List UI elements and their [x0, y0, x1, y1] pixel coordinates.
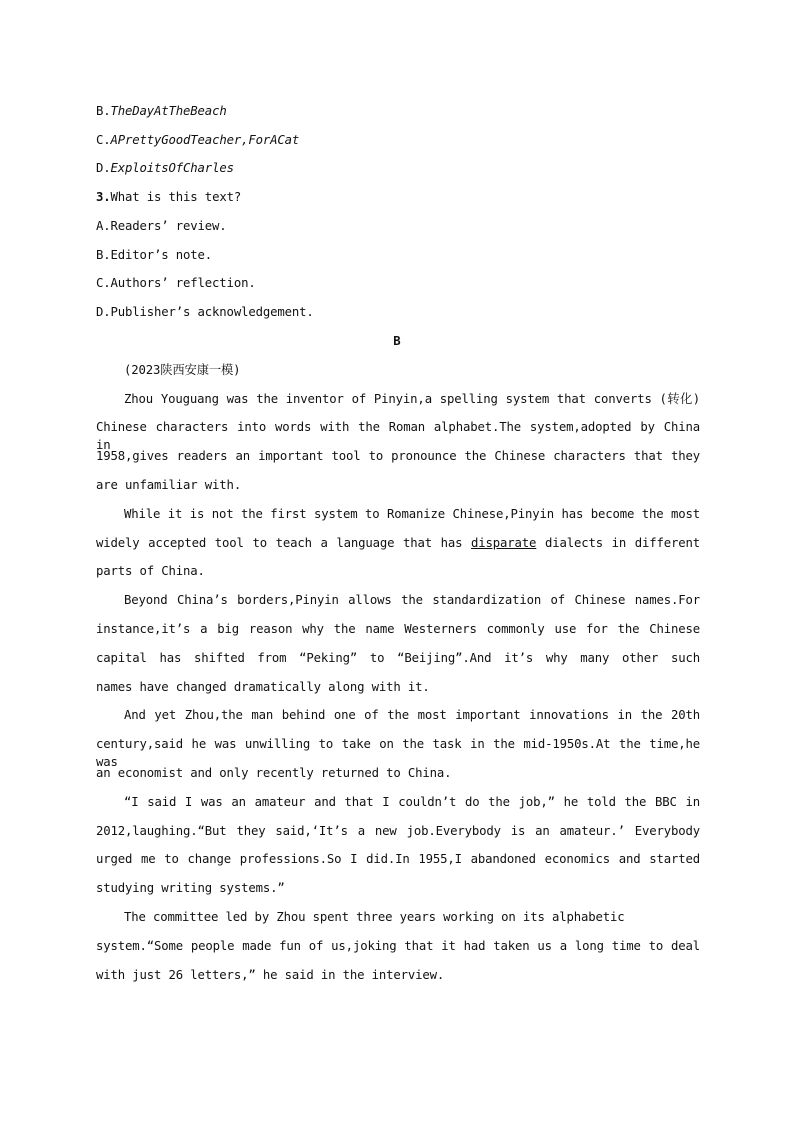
paragraph-3-line: Beyond China’s borders,Pinyin allows the standardization of Chinese names.For	[124, 593, 700, 607]
option-2d	[96, 159, 700, 177]
option-3d: D.Publisher’s acknowledgement.	[96, 305, 314, 319]
paragraph-5-line: urged me to change professions.So I did.In 1955,I abandoned economics and started	[96, 852, 700, 866]
paragraph-5-line: 2012,laughing.“But they said,‘It’s a new job.Everybody is an amateur.’ Everybody	[96, 824, 700, 838]
option-label: C.	[96, 133, 111, 147]
question-number: 3.	[96, 190, 111, 204]
option-text: ExploitsOfCharles	[110, 161, 234, 175]
paragraph-4-line: an economist and only recently returned to China.	[96, 766, 452, 780]
paragraph-6-line: The committee led by Zhou spent three years working on its alphabetic	[124, 910, 625, 924]
source-note: (2023陕西安康一模)	[124, 363, 241, 377]
option-2b	[96, 102, 700, 120]
question-text: What is this text?	[110, 190, 242, 204]
option-text: APrettyGoodTeacher,ForACat	[110, 133, 300, 147]
option-label: D.	[96, 161, 111, 175]
option-text: TheDayAtTheBeach	[110, 104, 227, 118]
option-3a: A.Readers’ review.	[96, 219, 227, 233]
question-3-stem	[96, 188, 700, 206]
paragraph-2-line	[96, 534, 700, 552]
option-label: B.	[96, 104, 111, 118]
option-3b: B.Editor’s note.	[96, 248, 213, 262]
section-heading: B	[393, 334, 401, 348]
paragraph-5-line: studying writing systems.”	[96, 881, 285, 895]
option-3c: C.Authors’ reflection.	[96, 276, 256, 290]
paragraph-1-line: Chinese characters into words with the Roman alphabet.The system,adopted by China in	[96, 420, 700, 452]
underlined-word: disparate	[471, 536, 537, 550]
paragraph-2-line: While it is not the first system to Romanize Chinese,Pinyin has become the most	[124, 507, 700, 521]
paragraph-4-line: And yet Zhou,the man behind one of the most important innovations in the 20th	[124, 708, 700, 722]
paragraph-4-line: century,said he was unwilling to take on the task in the mid-1950s.At the time,he was	[96, 737, 700, 769]
paragraph-3-line: instance,it’s a big reason why the name Westerners commonly use for the Chinese	[96, 622, 700, 636]
paragraph-6-line: with just 26 letters,” he said in the interview.	[96, 968, 445, 982]
paragraph-6-line: system.“Some people made fun of us,joking that it had taken us a long time to deal	[96, 939, 700, 953]
text-segment: dialects in different	[536, 536, 701, 550]
option-2c	[96, 131, 700, 149]
text-segment: widely accepted tool to teach a language that has	[96, 536, 472, 550]
paragraph-1-line: Zhou Youguang was the inventor of Pinyin,a spelling system that converts (转化)	[124, 392, 700, 406]
paragraph-2-line: parts of China.	[96, 564, 205, 578]
paragraph-3-line: names have changed dramatically along with it.	[96, 680, 430, 694]
paragraph-3-line: capital has shifted from “Peking” to “Beijing”.And it’s why many other such	[96, 651, 700, 665]
paragraph-5-line: “I said I was an amateur and that I couldn’t do the job,” he told the BBC in	[124, 795, 700, 809]
paragraph-1-line: are unfamiliar with.	[96, 478, 242, 492]
paragraph-1-line: 1958,gives readers an important tool to pronounce the Chinese characters that they	[96, 449, 700, 463]
